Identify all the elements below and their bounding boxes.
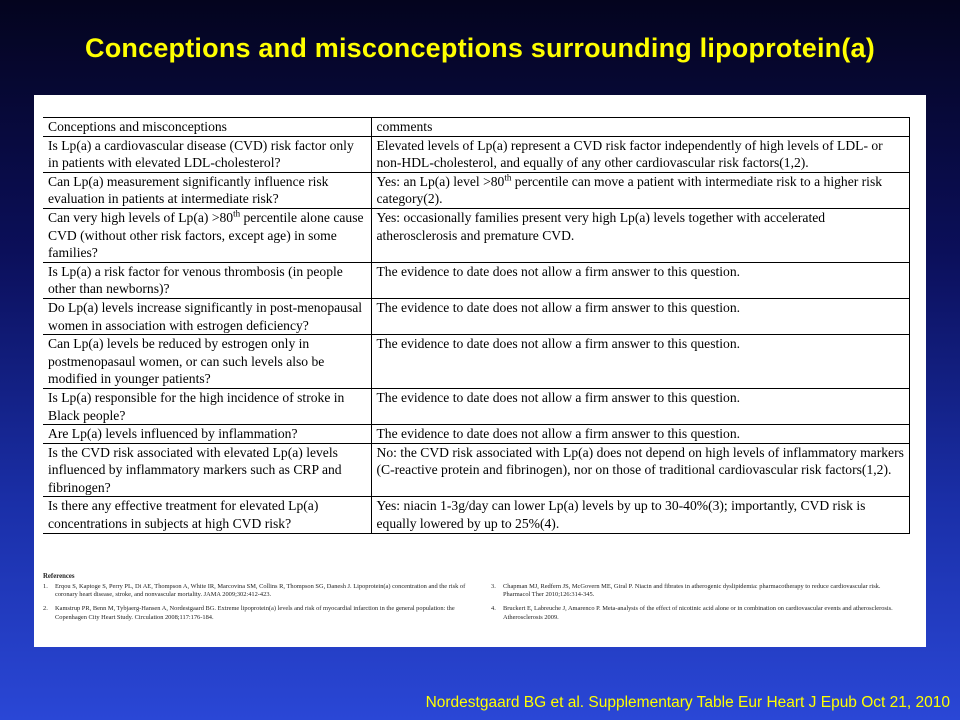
question-cell: Can Lp(a) levels be reduced by estrogen only in postmenopasaul women, or can such levels also be modified in younger patients?	[43, 335, 371, 389]
reference-item	[491, 583, 909, 599]
comment-text: Yes: an Lp(a) level >80	[376, 173, 505, 189]
reference-number: 4.	[491, 605, 496, 613]
comment-cell: The evidence to date does not allow a firm answer to this question.	[371, 425, 909, 444]
reference-text: Chapman MJ, Redfern JS, McGovern ME, Giral P. Niacin and fibrates in atherogenic dyslipidemia: pharmacotherapy to reduce cardiovascular risk. Pharmacol Ther 2010;126:314-345.	[503, 583, 881, 599]
header-comments: comments	[371, 118, 909, 137]
comment-cell: Elevated levels of Lp(a) represent a CVD risk factor independently of high levels of LDL- or non-HDL-cholesterol, and equally of any other cardiovascular risk factors(1,2).	[371, 136, 909, 172]
source-citation: Nordestgaard BG et al. Supplementary Table Eur Heart J Epub Oct 21, 2010	[425, 694, 950, 711]
comment-cell: No: the CVD risk associated with Lp(a) does not depend on high levels of inflammatory markers (C-reactive protein and fibrinogen), nor on those of traditional cardiovascular risk factors(1,2).	[371, 443, 909, 497]
superscript: th	[504, 172, 512, 183]
table-header-row	[43, 118, 909, 137]
misconceptions-table	[43, 117, 910, 534]
table-row	[43, 388, 909, 424]
reference-number: 3.	[491, 583, 496, 590]
reference-item	[43, 605, 473, 621]
table-row	[43, 172, 909, 208]
header-conceptions: Conceptions and misconceptions	[43, 118, 371, 137]
reference-text: Erqou S, Kaptoge S, Perry PL, Di AE, Thompson A, White IR, Marcovina SM, Collins R, Thompson SG, Danesh J. Lipoprotein(a) concentration and the risk of coronary heart disease, stroke, and nonvascular mortality. JAMA 2009;302:412-423.	[55, 583, 466, 599]
comment-cell: Yes: niacin 1-3g/day can lower Lp(a) levels by up to 30-40%(3); importantly, CVD risk is equally lowered by up to 25%(4).	[371, 497, 909, 533]
comment-cell: The evidence to date does not allow a firm answer to this question.	[371, 298, 909, 334]
table-row	[43, 208, 909, 262]
table-row	[43, 497, 909, 533]
question-cell	[43, 208, 371, 262]
comment-cell: The evidence to date does not allow a firm answer to this question.	[371, 388, 909, 424]
reference-number: 2.	[43, 605, 48, 613]
references-title: References	[43, 573, 75, 580]
question-cell: Is there any effective treatment for elevated Lp(a) concentrations in subjects at high CVD risk?	[43, 497, 371, 533]
comment-cell	[371, 172, 909, 208]
table-row	[43, 335, 909, 389]
table-panel	[34, 95, 926, 647]
question-text: percentile alone cause CVD (without other risk factors, except age) in some families?	[48, 209, 364, 261]
slide-title: Conceptions and misconceptions surrounding lipoprotein(a)	[85, 33, 875, 63]
question-cell: Are Lp(a) levels influenced by inflammation?	[43, 425, 371, 444]
reference-text: Kamstrup PR, Benn M, Tybjaerg-Hansen A, Nordestgaard BG. Extreme lipoprotein(a) levels and risk of myocardial infarction in the general population: the Copenhagen City Heart Study. Circulation 2008;117:176-184.	[55, 605, 455, 621]
comment-cell: The evidence to date does not allow a firm answer to this question.	[371, 262, 909, 298]
table-row	[43, 425, 909, 444]
references-right-column	[491, 583, 909, 628]
table-row	[43, 136, 909, 172]
question-cell: Is Lp(a) a cardiovascular disease (CVD) risk factor only in patients with elevated LDL-cholesterol?	[43, 136, 371, 172]
question-cell: Is Lp(a) responsible for the high incidence of stroke in Black people?	[43, 388, 371, 424]
table-row	[43, 443, 909, 497]
superscript: th	[233, 208, 241, 219]
references	[43, 573, 909, 621]
reference-item	[43, 583, 473, 599]
question-cell: Is the CVD risk associated with elevated Lp(a) levels influenced by inflammatory markers such as CRP and fibrinogen?	[43, 443, 371, 497]
comment-cell: Yes: occasionally families present very high Lp(a) levels together with accelerated atherosclerosis and premature CVD.	[371, 208, 909, 262]
comment-cell: The evidence to date does not allow a firm answer to this question.	[371, 335, 909, 389]
references-left-column	[43, 583, 473, 628]
question-cell: Is Lp(a) a risk factor for venous thrombosis (in people other than newborns)?	[43, 262, 371, 298]
reference-item	[491, 605, 909, 621]
reference-text: Bruckert E, Labreuche J, Amarenco P. Meta-analysis of the effect of nicotinic acid alone or in combination on cardiovascular events and atherosclerosis. Atherosclerosis 2009.	[503, 605, 893, 621]
table-row	[43, 262, 909, 298]
comment-text: percentile can move a patient with intermediate risk to a higher risk category(2).	[376, 173, 883, 207]
question-text: Can very high levels of Lp(a) >80	[48, 209, 234, 225]
question-cell: Do Lp(a) levels increase significantly in post-menopausal women in association with estrogen deficiency?	[43, 298, 371, 334]
reference-number: 1.	[43, 583, 48, 590]
question-cell: Can Lp(a) measurement significantly influence risk evaluation in patients at intermediate risk?	[43, 172, 371, 208]
table-row	[43, 298, 909, 334]
